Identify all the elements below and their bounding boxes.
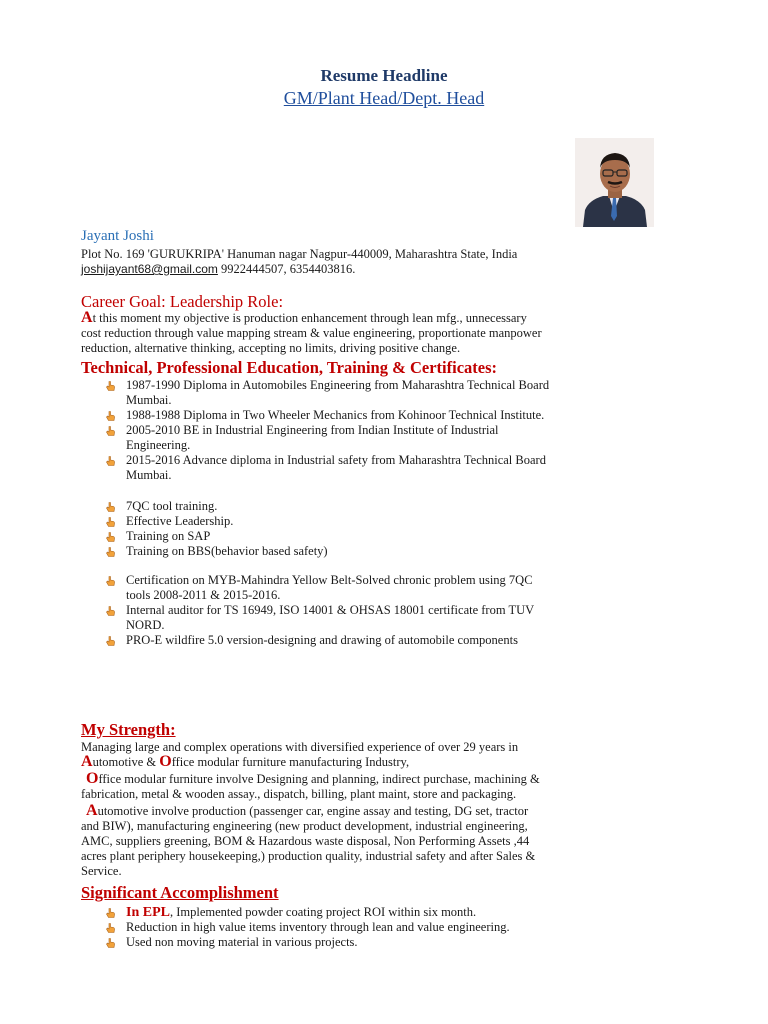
hand-pointer-icon xyxy=(106,923,115,933)
list-item: Certification on MYB-Mahindra Yellow Belt-Solved chronic problem using 7QC tools 2008-2011 & 2015-2016. xyxy=(106,573,686,603)
list-item: In EPL, Implemented powder coating project ROI within six month. xyxy=(106,905,686,920)
list-item: 2015-2016 Advance diploma in Industrial safety from Maharashtra Technical Board Mumbai. xyxy=(106,453,686,483)
hand-pointer-icon xyxy=(106,517,115,527)
candidate-name: Jayant Joshi xyxy=(81,228,154,244)
resume-headline-title: Resume Headline xyxy=(320,66,448,85)
career-goal-line: reduction, alternative thinking, accepting no limits, driving positive change. xyxy=(81,341,461,355)
email-link[interactable]: joshijayant68@gmail.com xyxy=(81,262,218,276)
hand-pointer-icon xyxy=(106,381,115,391)
hand-pointer-icon xyxy=(106,502,115,512)
list-item: Internal auditor for TS 16949, ISO 14001 & OHSAS 18001 certificate from TUV NORD. xyxy=(106,603,686,633)
list-item: Used non moving material in various projects. xyxy=(106,935,686,950)
strength-line: and BIW), manufacturing engineering (new product development, industrial engineering, xyxy=(81,819,528,833)
strength-line: Office modular furniture involve Designing and planning, indirect purchase, machining & xyxy=(86,770,540,787)
list-item: Effective Leadership. xyxy=(106,514,686,529)
strength-line: Service. xyxy=(81,864,122,878)
address: Plot No. 169 'GURUKRIPA' Hanuman nagar Nagpur-440009, Maharashtra State, India xyxy=(81,247,518,261)
hand-pointer-icon xyxy=(106,576,115,586)
hand-pointer-icon xyxy=(106,636,115,646)
resume-headline-subtitle: GM/Plant Head/Dept. Head xyxy=(283,88,485,108)
profile-photo xyxy=(575,138,654,227)
phone-numbers: 9922444507, 6354403816. xyxy=(217,262,356,276)
hand-pointer-icon xyxy=(106,456,115,466)
list-item: PRO-E wildfire 5.0 version-designing and drawing of automobile components xyxy=(106,633,686,648)
list-item: 1988-1988 Diploma in Two Wheeler Mechanics from Kohinoor Technical Institute. xyxy=(106,408,686,423)
certification-list xyxy=(106,573,686,648)
career-goal-line: cost reduction through value mapping stream & value engineering, proportionate manpower xyxy=(81,326,542,340)
hand-pointer-icon xyxy=(106,606,115,616)
strength-line: AMC, suppliers greening, BOM & Hazardous waste disposal, Non Performing Assets ,44 xyxy=(81,834,530,848)
hand-pointer-icon xyxy=(106,411,115,421)
strength-line: fabrication, metal & wooden assay., dispatch, billing, plant maint, store and packaging. xyxy=(81,787,517,801)
strength-text xyxy=(81,740,681,879)
career-goal-text xyxy=(81,311,681,356)
hand-pointer-icon xyxy=(106,938,115,948)
hand-pointer-icon xyxy=(106,426,115,436)
strength-line: Managing large and complex operations with diversified experience of over 29 years in xyxy=(81,740,519,754)
list-item: Reduction in high value items inventory through lean and value engineering. xyxy=(106,920,686,935)
training-list xyxy=(106,499,686,559)
education-heading: Technical, Professional Education, Training & Certificates: xyxy=(81,358,498,377)
hand-pointer-icon xyxy=(106,908,115,918)
career-goal-heading: Career Goal: Leadership Role: xyxy=(81,292,284,311)
list-item: 2005-2010 BE in Industrial Engineering from Indian Institute of Industrial Engineering. xyxy=(106,423,686,453)
list-item: Training on BBS(behavior based safety) xyxy=(106,544,686,559)
contact-line xyxy=(81,262,355,277)
career-goal-line: t this moment my objective is production enhancement through lean mfg., unnecessary xyxy=(92,311,527,325)
drop-cap: A xyxy=(81,309,93,326)
strength-line: acres plant periphery housekeeping,) production quality, industrial safety and after Sales & xyxy=(81,849,536,863)
strength-line: Automotive & Office modular furniture manufacturing Industry, xyxy=(81,753,410,770)
strength-line: Automotive involve production (passenger car, engine assay and testing, DG set, tractor xyxy=(86,802,529,819)
education-list xyxy=(106,378,686,483)
list-item: Training on SAP xyxy=(106,529,686,544)
accomplishment-list xyxy=(106,905,686,950)
hand-pointer-icon xyxy=(106,547,115,557)
hand-pointer-icon xyxy=(106,532,115,542)
accomplishment-heading: Significant Accomplishment xyxy=(81,883,279,902)
list-item: 7QC tool training. xyxy=(106,499,686,514)
strength-heading: My Strength: xyxy=(81,720,176,739)
list-item: 1987-1990 Diploma in Automobiles Engineering from Maharashtra Technical Board Mumbai. xyxy=(106,378,686,408)
